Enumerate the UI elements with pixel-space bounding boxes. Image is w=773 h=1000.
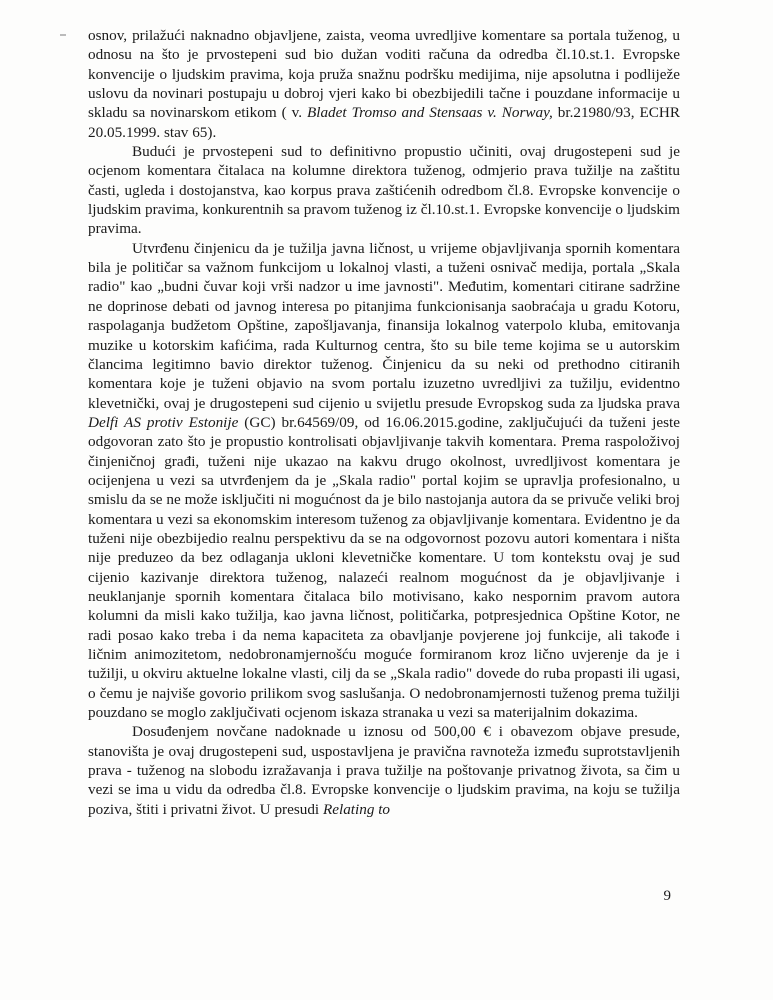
page-number: 9 bbox=[663, 888, 671, 904]
case-citation: Delfi AS protiv Estonije bbox=[88, 413, 239, 431]
paragraph bbox=[88, 142, 680, 239]
case-citation: Bladet Tromso and Stensaas v. Norway, bbox=[306, 104, 553, 122]
paragraph-text: Dosuđenjem novčane nadoknade u iznosu od 500,00 € i obavezom objave presude, stanovišta je ovaj drugostepeni sud, uspostavljena je pravična ravnoteža između suprotstavljenih prava - tuženog na slobodu izražavanja i prava tužilje na poštovanje privatnog života, sa čim u vezi se ima u vidu da odredba čl.8. Evropske konvencije o ljudskim pravima, na koju se tužilja poziva, štiti i privatni život. U presudi bbox=[88, 723, 680, 818]
paragraph bbox=[88, 239, 680, 723]
paragraph bbox=[88, 722, 680, 819]
paragraph-text: Utvrđenu činjenicu da je tužilja javna ličnost, u vrijeme objavljivanja spornih komentara bila je političar sa važnom funkcijom u lokalnoj vlasti, a tuženi osnivač medija, portala „Skala radio" kao „budni čuvar koji vrši nadzor u ime javnosti". Međutim, komentari citirane sadržine ne doprinose debati od javnog interesa po pitanjima funkcionisanja saobraćaja u gradu Kotoru, raspolaganja budžetom Opštine, zapošljavanja, finansija lokalnog vaterpolo kluba, emitovanja muzike u kotorskim kafićima, rada Kulturnog centra, što su bile teme kojima se u autorskim člancima legitimno bavio direktor tuženog. Činjenicu da su neki od prethodno citiranih komentara koje je tuženi objavio na svom portalu izuzetno uvredljivi za tužilju, evidentno klevetnički, ovaj je drugostepeni sud cijenio u svijetlu presude Evropskog suda za ljudska prava bbox=[88, 239, 680, 412]
case-citation: Relating to bbox=[322, 800, 391, 818]
paragraph-text: Budući je prvostepeni sud to definitivno propustio učiniti, ovaj drugostepeni sud je ocjenom komentara čitalaca na kolumne direktora tuženog, odmjerio prava tužilje na zaštitu časti, ugleda i dostojanstva, kao korpus prava zaštićenih odredbom čl.8. Evropske konvencije o ljudskim pravima, konkurentnih sa pravom tuženog iz čl.10.st.1. Evropske konvencije o ljudskim pravima. bbox=[88, 143, 680, 238]
document-body bbox=[88, 26, 680, 819]
paragraph-text: osnov, prilažući naknadno objavljene, zaista, veoma uvredljive komentare sa portala tuženog, u odnosu na što je prvostepeni sud bio dužan voditi računa da odredba čl.10.st.1. Evropske konvencije o ljudskim pravima, koja pruža snažnu podršku medijima, nije apsolutna i podliježe uslovu da novinari postupaju u dobroj vjeri kako bi obezbijedili tačne i pouzdane informacije u skladu sa novinarskom etikom ( v. bbox=[88, 27, 680, 122]
paragraph bbox=[88, 26, 680, 142]
scan-mark bbox=[60, 34, 66, 36]
paragraph-text: br.21980/93, ECHR 20.05.1999. stav 65). bbox=[88, 104, 681, 141]
paragraph-text: (GC) br.64569/09, od 16.06.2015.godine, zaključujući da tuženi jeste odgovoran zato što je propustio kontrolisati objavljivanje takvih komentara. Prema raspoloživoj činjeničnoj građi, tuženi nije ukazao na kakvu drugo okolnost, uvredljivost komentara je ocijenjena u vezi sa utvrđenjem da je „Skala radio" portal kojim se upravlja profesionalno, u smislu da se ne može isključiti ni mogućnost da je bilo nastojanja autora da se privuče veliki broj komentara u vezi sa ekonomskim interesom tuženog za objavljivanje komentara. Evidentno je da tuženi nije obezbijedio realnu perspektivu da se na odgovornost pozovu autori komentara i ništa nije preduzeo da bez odlaganja ukloni klevetničke komentare. U tom kontekstu ovaj je sud cijenio kazivanje direktora tuženog, nalazeći realnom mogućnost da je objavljivanje i neuklanjanje spornih komentara čitalaca bilo motivisano, kako nespornim pravom autora kolumni da misli kako tužilja, kao javna ličnost, političarka, potpresjednica Opštine Kotor, ne radi posao kako treba i da nema kapaciteta za obavljanje povjerene joj funkcije, ali takođe i ličnim animozitetom, nedobronamjernošću moguće formiranom kroz lično uvjerenje da je i tužilji, u okviru aktuelne lokalne vlasti, cilj da se „Skala radio" dovede do ruba propasti ili ugasi, o čemu je najviše govorio prilikom svog saslušanja. O nedobronamjernosti tuženog prema tužilji pouzdano se moglo zaključivati ocjenom iskaza stranaka u vezi sa materijalnim dokazima. bbox=[88, 413, 680, 722]
